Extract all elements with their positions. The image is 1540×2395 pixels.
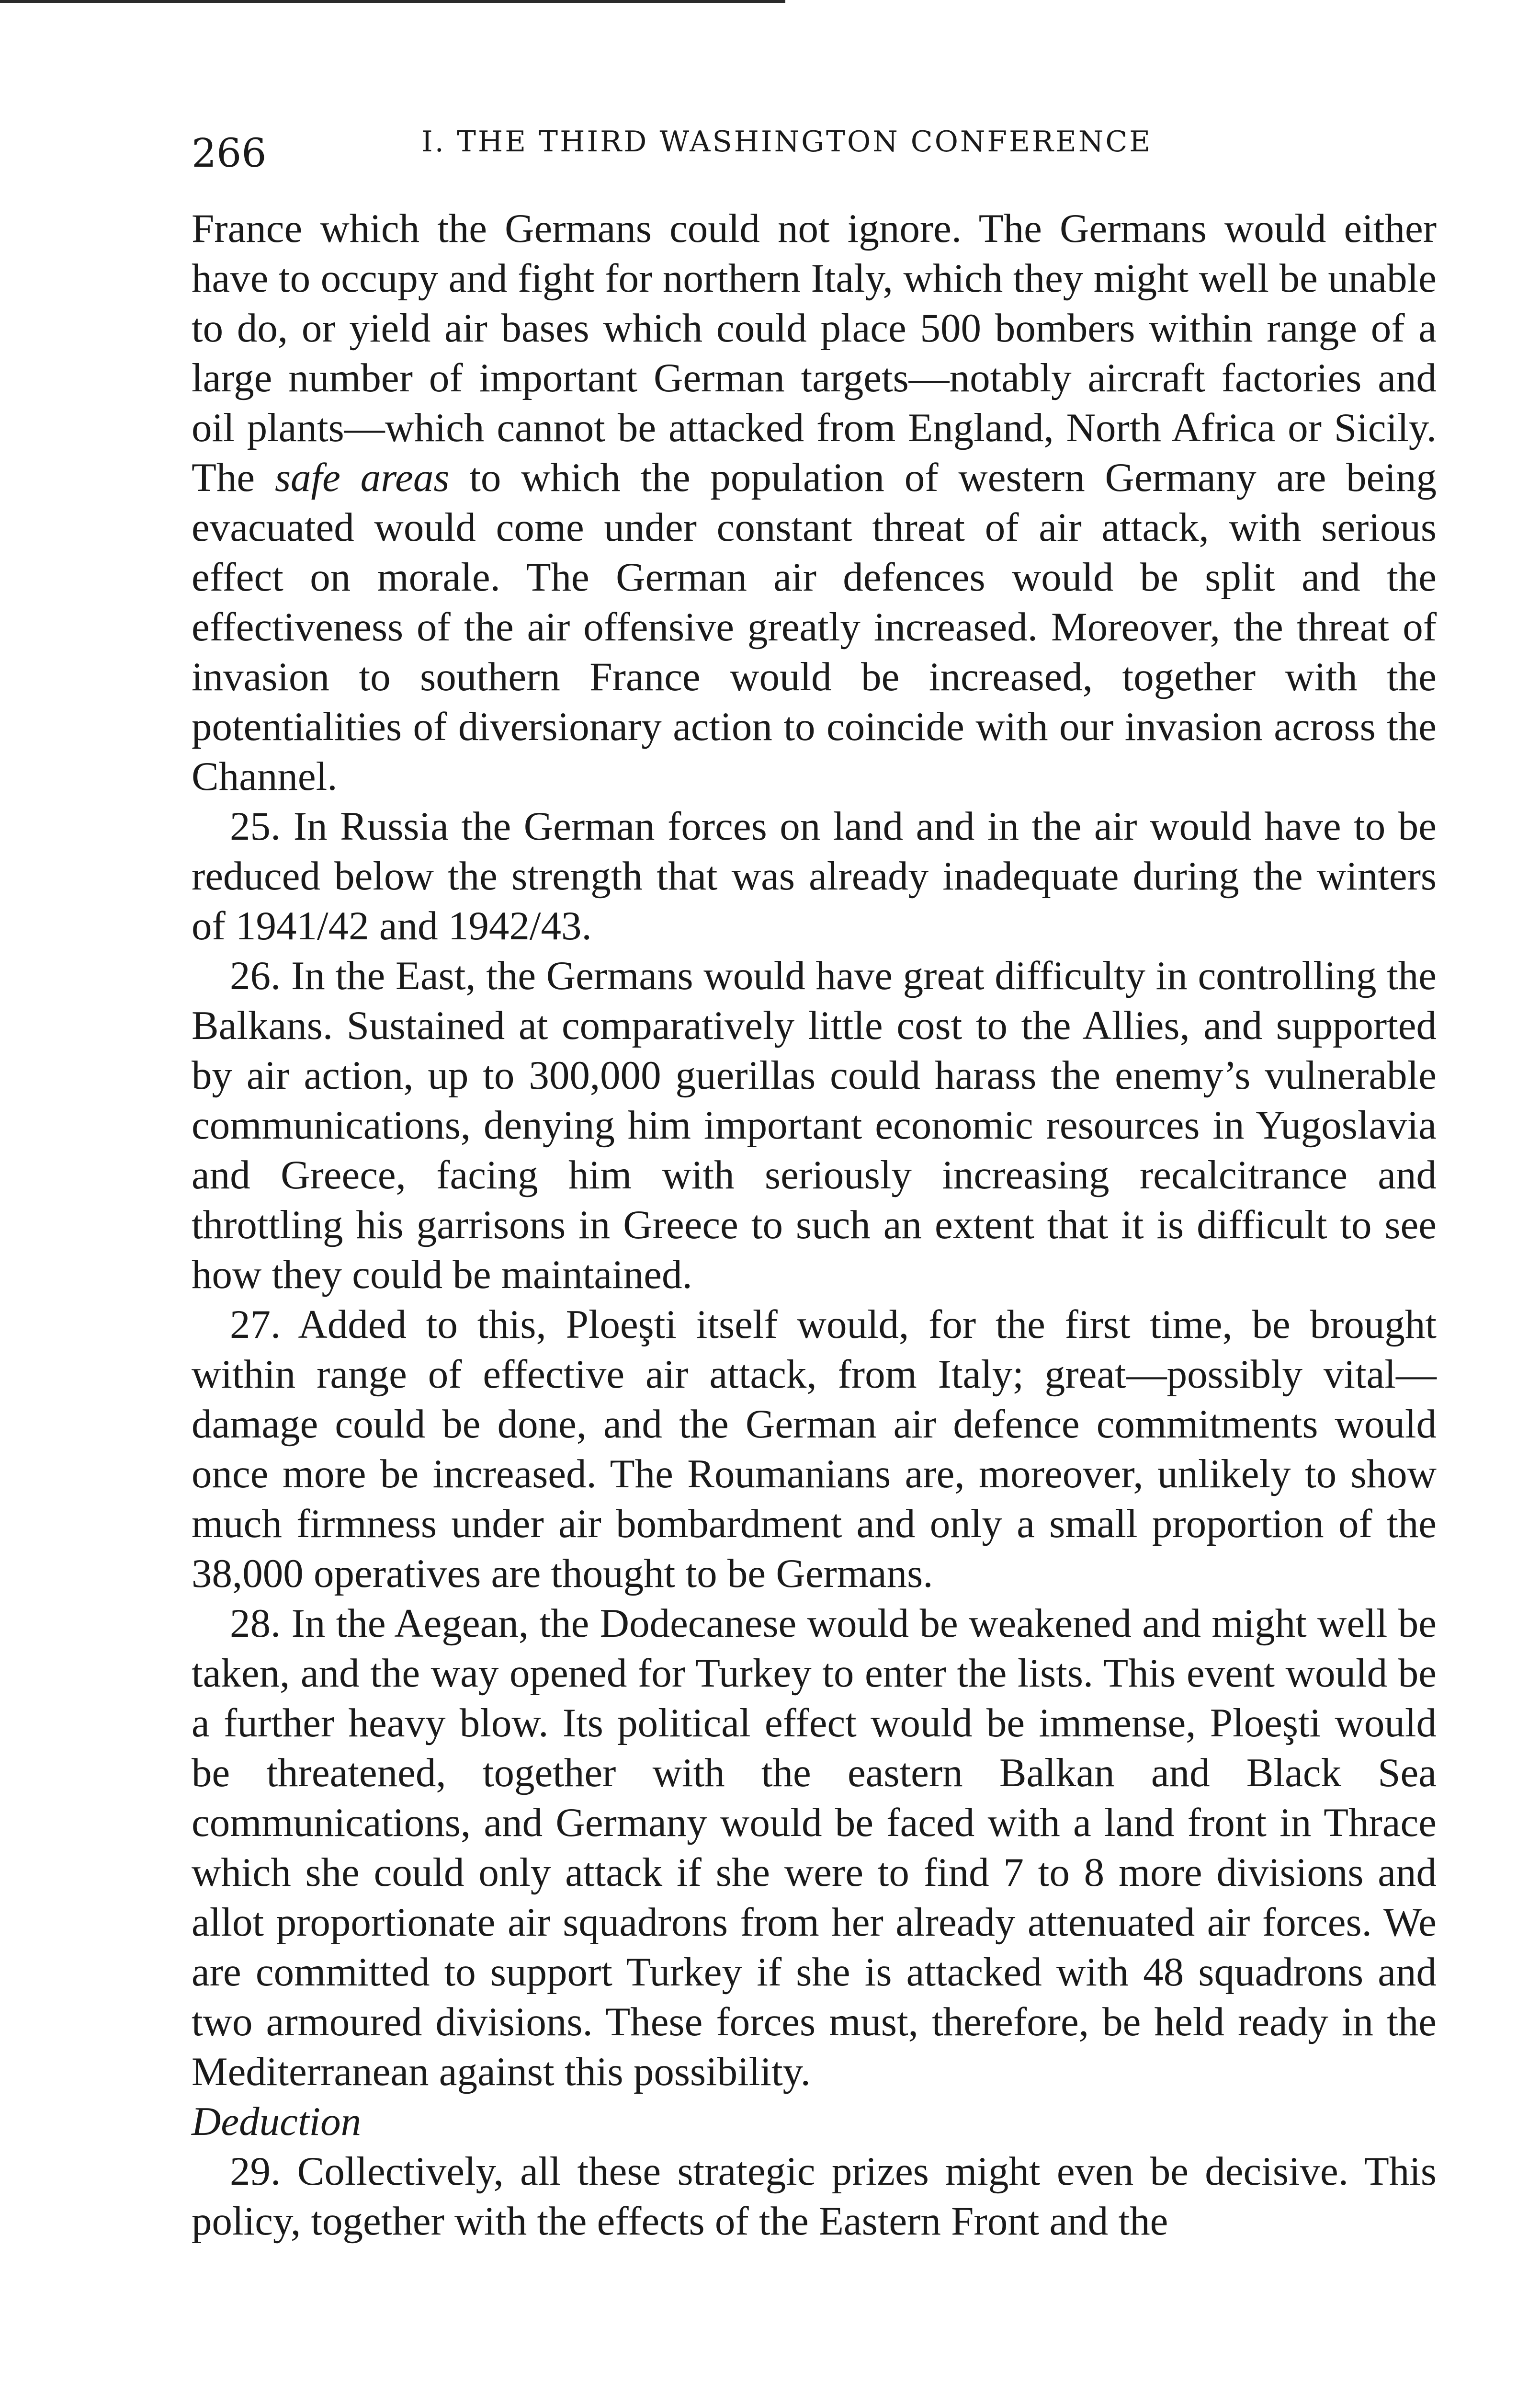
top-rule [0,0,785,3]
paragraph-24-emphasis: safe areas [274,455,450,500]
paragraph-25: 25. In Russia the German forces on land and in the air would have to be reduced below the strength that was already inadequate during the winters of 1941/42 and 1942/43. [192,804,1437,948]
section-heading-deduction: Deduction [192,2099,362,2144]
paragraph-24-continued [192,204,1437,801]
body-text [192,204,1437,2246]
page-header [192,124,1437,181]
paragraph-24-text-a: France which the Germans could not ignore. The Germans would either have to occupy and fight for northern Italy, which they might well be unable to do, or yield air bases which could place 500 bombers within range of a large number of important German targets—notably aircraft factories and oil plants—which cannot be attacked from England, North Africa or Sicily. The [192,206,1437,500]
paragraph-24-text-b: to which the population of western Germany are being evacuated would come under constant threat of air attack, with serious effect on morale. The German air defences would be split and the effectiveness of the air offensive greatly increased. Moreover, the threat of invasion to southern France would be increased, together with the potentialities of diversionary action to coincide with our invasion across the Channel. [192,455,1437,799]
running-head: I. THE THIRD WASHINGTON CONFERENCE [421,125,1153,159]
paragraph-29: 29. Collectively, all these strategic prizes might even be decisive. This policy, together with the effects of the Eastern Front and the [192,2149,1437,2244]
page-number: 266 [192,131,267,176]
paragraph-26: 26. In the East, the Germans would have great difficulty in controlling the Balkans. Sustained at comparatively little cost to the Allies, and supported by air action, up to 300,000 guerillas could harass the enemy’s vulnerable communications, denying him important economic resources in Yugoslavia and Greece, facing him with seriously increasing recalcitrance and throttling his garrisons in Greece to such an extent that it is difficult to see how they could be maintained. [192,953,1437,1297]
paragraph-28: 28. In the Aegean, the Dodecanese would be weakened and might well be taken, and the way opened for Turkey to enter the lists. This event would be a further heavy blow. Its political effect would be immense, Ploeşti would be threatened, together with the eastern Balkan and Black Sea communications, and Germany would be faced with a land front in Thrace which she could only attack if she were to find 7 to 8 more divisions and allot proportionate air squadrons from her already attenuated air forces. We are committed to support Turkey if she is attacked with 48 squadrons and two armoured divisions. These forces must, therefore, be held ready in the Mediterranean against this possibility. [192,1601,1437,2094]
paragraph-27: 27. Added to this, Ploeşti itself would, for the first time, be brought within range of effective air attack, from Italy; great—possibly vital—damage could be done, and the German air defence commitments would once more be increased. The Roumanians are, moreover, unlikely to show much firmness under air bombardment and only a small proportion of the 38,000 operatives are thought to be Germans. [192,1302,1437,1596]
